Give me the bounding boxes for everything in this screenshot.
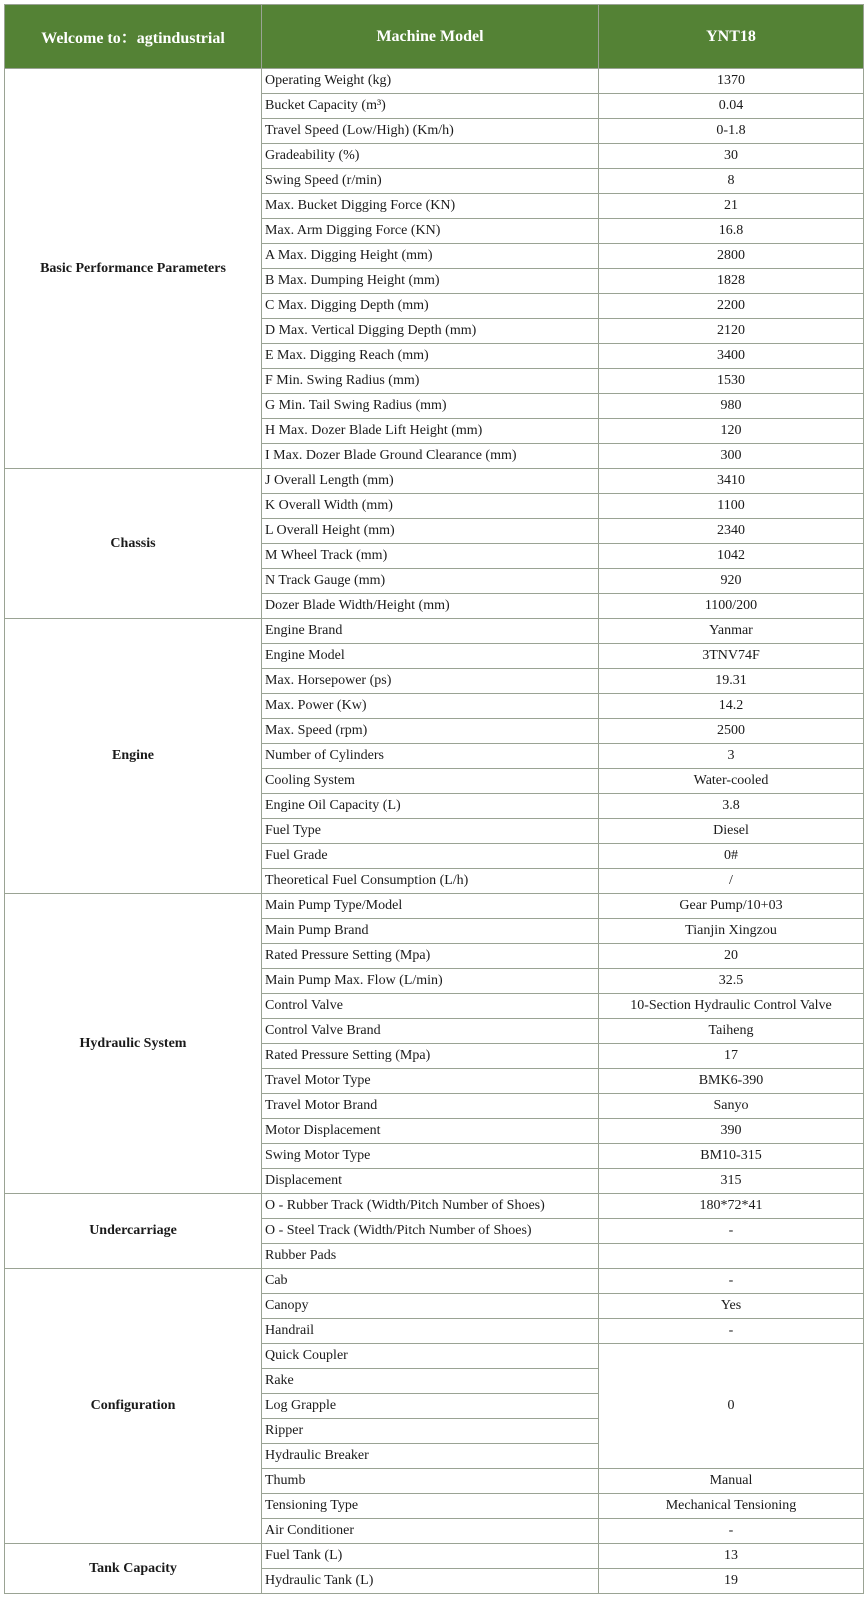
spec-value: 17 (599, 1044, 864, 1069)
spec-value: 3410 (599, 469, 864, 494)
spec-value: BM10-315 (599, 1144, 864, 1169)
spec-value: 32.5 (599, 969, 864, 994)
spec-value: 1042 (599, 544, 864, 569)
spec-label: Engine Brand (262, 619, 599, 644)
spec-label: Bucket Capacity (m³) (262, 94, 599, 119)
table-row (5, 469, 864, 494)
spec-value: 920 (599, 569, 864, 594)
spec-value: 2800 (599, 244, 864, 269)
spec-label: Quick Coupler (262, 1344, 599, 1369)
spec-label: J Overall Length (mm) (262, 469, 599, 494)
spec-value: 120 (599, 419, 864, 444)
spec-label: Canopy (262, 1294, 599, 1319)
spec-value: 2340 (599, 519, 864, 544)
spec-value: 20 (599, 944, 864, 969)
spec-label: Swing Motor Type (262, 1144, 599, 1169)
spec-value: 19 (599, 1569, 864, 1594)
spec-label: Rake (262, 1369, 599, 1394)
spec-value: 2120 (599, 319, 864, 344)
spec-value: Yes (599, 1294, 864, 1319)
spec-table (4, 4, 864, 1594)
welcome-header: Welcome to：agtindustrial (5, 5, 262, 69)
spec-value: 0 (599, 1344, 864, 1469)
spec-label: Control Valve (262, 994, 599, 1019)
spec-value: 1370 (599, 69, 864, 94)
spec-value: - (599, 1319, 864, 1344)
table-header (5, 5, 864, 69)
spec-label: I Max. Dozer Blade Ground Clearance (mm) (262, 444, 599, 469)
spec-label: G Min. Tail Swing Radius (mm) (262, 394, 599, 419)
table-row (5, 1269, 864, 1294)
spec-label: Motor Displacement (262, 1119, 599, 1144)
spec-label: Travel Motor Type (262, 1069, 599, 1094)
spec-label: Main Pump Brand (262, 919, 599, 944)
spec-value: 16.8 (599, 219, 864, 244)
spec-value: - (599, 1219, 864, 1244)
spec-value: Tianjin Xingzou (599, 919, 864, 944)
section-title: Chassis (5, 469, 262, 619)
spec-value: 1530 (599, 369, 864, 394)
section-title: Configuration (5, 1269, 262, 1544)
spec-label: Max. Power (Kw) (262, 694, 599, 719)
spec-value: 21 (599, 194, 864, 219)
model-value-header: YNT18 (599, 5, 864, 69)
spec-label: D Max. Vertical Digging Depth (mm) (262, 319, 599, 344)
spec-value: 10-Section Hydraulic Control Valve (599, 994, 864, 1019)
spec-value: 0# (599, 844, 864, 869)
spec-label: Number of Cylinders (262, 744, 599, 769)
table-body (5, 69, 864, 1594)
spec-label: Cab (262, 1269, 599, 1294)
model-column-header: Machine Model (262, 5, 599, 69)
spec-value (599, 1244, 864, 1269)
spec-value: 2200 (599, 294, 864, 319)
spec-label: O - Rubber Track (Width/Pitch Number of Shoes) (262, 1194, 599, 1219)
spec-label: K Overall Width (mm) (262, 494, 599, 519)
table-row (5, 1544, 864, 1569)
spec-value: 0.04 (599, 94, 864, 119)
section-title: Hydraulic System (5, 894, 262, 1194)
spec-label: Max. Speed (rpm) (262, 719, 599, 744)
spec-value: 3 (599, 744, 864, 769)
spec-value: 315 (599, 1169, 864, 1194)
spec-label: Max. Arm Digging Force (KN) (262, 219, 599, 244)
spec-label: Main Pump Type/Model (262, 894, 599, 919)
spec-value: 8 (599, 169, 864, 194)
spec-value: 0-1.8 (599, 119, 864, 144)
spec-label: Displacement (262, 1169, 599, 1194)
spec-label: Main Pump Max. Flow (L/min) (262, 969, 599, 994)
spec-label: B Max. Dumping Height (mm) (262, 269, 599, 294)
spec-label: A Max. Digging Height (mm) (262, 244, 599, 269)
spec-label: Rated Pressure Setting (Mpa) (262, 944, 599, 969)
spec-label: Rubber Pads (262, 1244, 599, 1269)
spec-label: Handrail (262, 1319, 599, 1344)
spec-value: Mechanical Tensioning (599, 1494, 864, 1519)
spec-label: Travel Speed (Low/High) (Km/h) (262, 119, 599, 144)
spec-label: Engine Model (262, 644, 599, 669)
spec-value: 390 (599, 1119, 864, 1144)
spec-value: 19.31 (599, 669, 864, 694)
spec-value: Diesel (599, 819, 864, 844)
spec-value: Yanmar (599, 619, 864, 644)
spec-value: Taiheng (599, 1019, 864, 1044)
spec-value: 3TNV74F (599, 644, 864, 669)
spec-label: E Max. Digging Reach (mm) (262, 344, 599, 369)
spec-value: 180*72*41 (599, 1194, 864, 1219)
spec-value: Water-cooled (599, 769, 864, 794)
table-row (5, 894, 864, 919)
spec-value: 1100/200 (599, 594, 864, 619)
spec-label: Rated Pressure Setting (Mpa) (262, 1044, 599, 1069)
spec-label: Air Conditioner (262, 1519, 599, 1544)
spec-value: - (599, 1519, 864, 1544)
spec-label: C Max. Digging Depth (mm) (262, 294, 599, 319)
spec-label: Dozer Blade Width/Height (mm) (262, 594, 599, 619)
spec-label: Cooling System (262, 769, 599, 794)
spec-value: 14.2 (599, 694, 864, 719)
section-title: Basic Performance Parameters (5, 69, 262, 469)
spec-label: M Wheel Track (mm) (262, 544, 599, 569)
table-row (5, 619, 864, 644)
table-row (5, 1194, 864, 1219)
spec-label: Travel Motor Brand (262, 1094, 599, 1119)
spec-label: Gradeability (%) (262, 144, 599, 169)
spec-value: 1828 (599, 269, 864, 294)
spec-label: Log Grapple (262, 1394, 599, 1419)
spec-label: Hydraulic Breaker (262, 1444, 599, 1469)
spec-label: F Min. Swing Radius (mm) (262, 369, 599, 394)
spec-value: 3400 (599, 344, 864, 369)
spec-label: Ripper (262, 1419, 599, 1444)
spec-label: Swing Speed (r/min) (262, 169, 599, 194)
spec-label: N Track Gauge (mm) (262, 569, 599, 594)
spec-label: L Overall Height (mm) (262, 519, 599, 544)
spec-label: Fuel Grade (262, 844, 599, 869)
spec-label: Fuel Tank (L) (262, 1544, 599, 1569)
spec-value: Manual (599, 1469, 864, 1494)
spec-label: H Max. Dozer Blade Lift Height (mm) (262, 419, 599, 444)
spec-label: Max. Horsepower (ps) (262, 669, 599, 694)
section-title: Undercarriage (5, 1194, 262, 1269)
spec-value: / (599, 869, 864, 894)
spec-value: 1100 (599, 494, 864, 519)
spec-value: Sanyo (599, 1094, 864, 1119)
spec-label: Tensioning Type (262, 1494, 599, 1519)
section-title: Engine (5, 619, 262, 894)
table-row (5, 69, 864, 94)
spec-label: Thumb (262, 1469, 599, 1494)
spec-value: - (599, 1269, 864, 1294)
spec-value: 3.8 (599, 794, 864, 819)
spec-label: Control Valve Brand (262, 1019, 599, 1044)
spec-label: Operating Weight (kg) (262, 69, 599, 94)
header-row (5, 5, 864, 69)
spec-label: Hydraulic Tank (L) (262, 1569, 599, 1594)
spec-label: Max. Bucket Digging Force (KN) (262, 194, 599, 219)
section-title: Tank Capacity (5, 1544, 262, 1594)
spec-value: 300 (599, 444, 864, 469)
spec-label: Fuel Type (262, 819, 599, 844)
spec-label: Engine Oil Capacity (L) (262, 794, 599, 819)
spec-value: BMK6-390 (599, 1069, 864, 1094)
spec-label: O - Steel Track (Width/Pitch Number of Shoes) (262, 1219, 599, 1244)
spec-label: Theoretical Fuel Consumption (L/h) (262, 869, 599, 894)
spec-value: 30 (599, 144, 864, 169)
spec-value: Gear Pump/10+03 (599, 894, 864, 919)
spec-value: 13 (599, 1544, 864, 1569)
spec-value: 980 (599, 394, 864, 419)
spec-value: 2500 (599, 719, 864, 744)
